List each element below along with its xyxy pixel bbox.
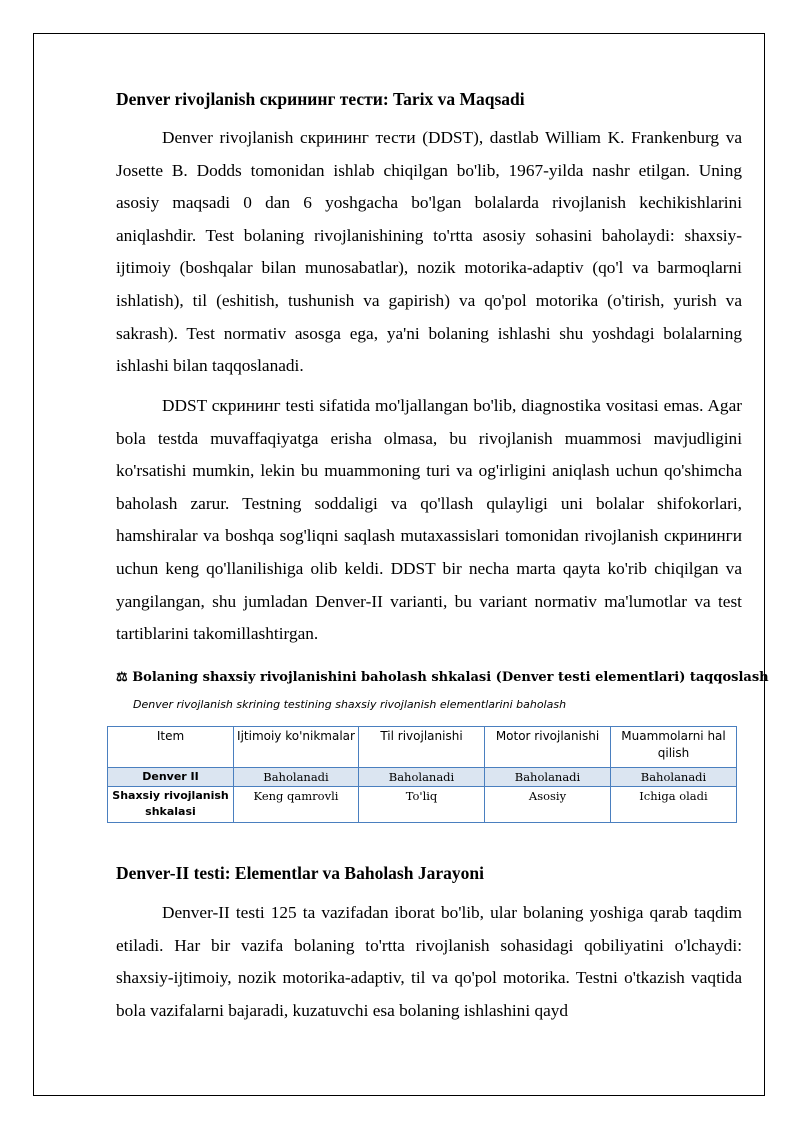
column-header: Motor rivojlanishi — [485, 727, 611, 768]
scales-icon: ⚖ — [116, 670, 128, 685]
column-header: Muammolarni hal qilish — [611, 727, 737, 768]
table-header-row — [108, 727, 737, 768]
row-header: Denver II — [108, 768, 234, 787]
table-row — [108, 768, 737, 787]
body-paragraph: Denver rivojlanish скрининг тести (DDST), dastlab William K. Frankenburg va Josette B. Dodds tomonidan ishlab chiqilgan bo'lib, 1967-yilda nashr etilgan. Uning asosiy maqsadi 0 dan 6 yoshgacha bo'lgan bolalarda rivojlanish kechikishlarini aniqlashdir. Test bolaning rivojlanishining to'rtta asosiy sohasini baholaydi: shaxsiy-ijtimoiy (boshqalar bilan munosabatlar), nozik motorika-adaptiv (qo'l va barmoqlarni ishlatish), til (eshitish, tushunish va gapirish) va qo'pol motorika (o'tirish, yurish va sakrash). Test normativ asosga ega, ya'ni bolaning ishlashi shu yoshdagi bolalarning ishlashi bilan taqqoslanadi. — [116, 128, 742, 376]
section-heading: Denver-II testi: Elementlar va Baholash Jarayoni — [116, 863, 484, 883]
table-title — [116, 670, 769, 685]
column-header: Til rivojlanishi — [359, 727, 485, 768]
table-cell: Keng qamrovli — [234, 787, 359, 823]
table-subtitle: Denver rivojlanish skrining testining shaxsiy rivojlanish elementlarini baholash — [133, 698, 567, 711]
table-cell: Ichiga oladi — [611, 787, 737, 823]
table-row — [108, 787, 737, 823]
table-cell: Baholanadi — [485, 768, 611, 787]
table-cell: Baholanadi — [359, 768, 485, 787]
body-paragraph: Denver-II testi 125 ta vazifadan iborat bo'lib, ular bolaning yoshiga qarab taqdim etiladi. Har bir vazifa bolaning to'rtta rivojlanish sohasidagi qobiliyatini o'lchaydi: shaxsiy-ijtimoiy, nozik motorika-adaptiv, til va qo'pol motorika. Testni o'tkazish vaqtida bola vazifalarni bajaradi, kuzatuvchi esa bolaning ishlashini qayd — [116, 903, 742, 1020]
table-cell: Baholanadi — [611, 768, 737, 787]
body-paragraph: DDST скрининг testi sifatida mo'ljallangan bo'lib, diagnostika vositasi emas. Agar bola testda muvaffaqiyatga erisha olmasa, bu rivojlanish muammosi mavjudligini ko'rsatishi mumkin, lekin bu muammoning turi va og'irligini aniqlash uchun qo'shimcha baholash zarur. Testning soddaligi va qo'llash qulayligi uni bolalar shifokorlari, hamshiralar va boshqa sog'liqni saqlash mutaxassislari tomonidan rivojlanish скрининги uchun keng qo'llanilishiga olib keldi. DDST bir necha marta qayta ko'rib chiqilgan va yangilangan, shu jumladan Denver-II varianti, bu variant normativ ma'lumotlar va test tartiblarini takomillashtirgan. — [116, 396, 742, 644]
section-heading: Denver rivojlanish скрининг тести: Tarix va Maqsadi — [116, 89, 525, 109]
table-cell: To'liq — [359, 787, 485, 823]
table-title-text: Bolaning shaxsiy rivojlanishini baholash shkalasi (Denver testi elementlari) taqqoslash — [132, 670, 769, 685]
table-cell: Baholanadi — [234, 768, 359, 787]
column-header: Ijtimoiy ko'nikmalar — [234, 727, 359, 768]
row-header: Shaxsiy rivojlanish shkalasi — [108, 787, 234, 823]
comparison-table — [107, 726, 737, 823]
table-cell: Asosiy — [485, 787, 611, 823]
column-header: Item — [108, 727, 234, 768]
